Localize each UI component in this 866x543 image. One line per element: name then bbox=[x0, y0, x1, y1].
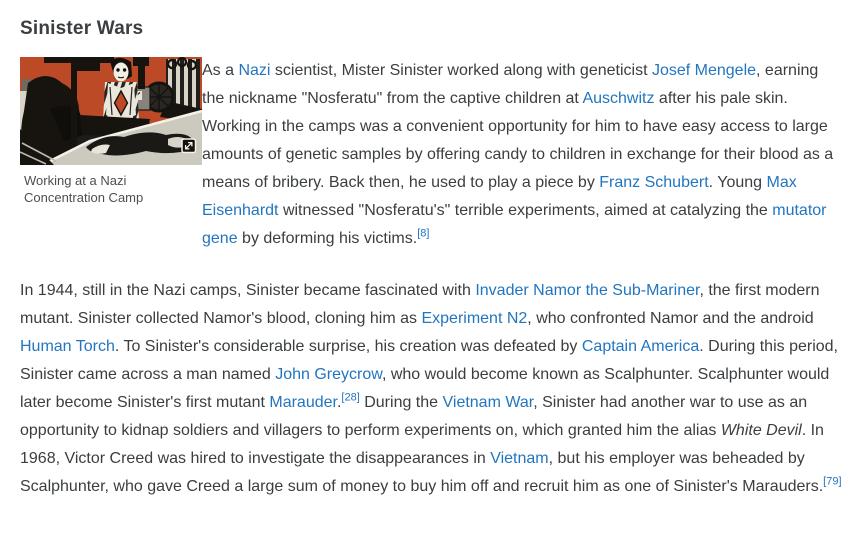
comic-panel-illustration bbox=[20, 57, 202, 165]
text-run: , who confronted Namor and the android bbox=[527, 310, 814, 327]
text-run: . In 1968, Victor Creed was hired to investigate the disappearances in bbox=[20, 422, 824, 467]
paragraph-2 bbox=[20, 277, 850, 501]
text-run: . Young bbox=[708, 174, 767, 191]
reference-79[interactable]: [79] bbox=[823, 475, 842, 488]
paragraph-1 bbox=[202, 57, 834, 253]
text-run: , Sinister had another war to use as an opportunity to kidnap soldiers and villagers to perform experiments on, which granted him the alias bbox=[20, 394, 808, 439]
link-auschwitz[interactable]: Auschwitz bbox=[582, 90, 655, 107]
link-franz-schubert[interactable]: Franz Schubert bbox=[599, 174, 709, 191]
text-white-devil: White Devil bbox=[720, 422, 802, 439]
link-john-greycrow[interactable]: John Greycrow bbox=[275, 366, 382, 383]
text-run: . To Sinister's considerable surprise, his creation was defeated by bbox=[114, 338, 582, 355]
link-max-eisenhardt[interactable]: Max Eisenhardt bbox=[202, 174, 797, 219]
reference-sup bbox=[417, 228, 429, 240]
link-marauder[interactable]: Marauder bbox=[269, 394, 337, 411]
text-run: witnessed "Nosferatu's" terrible experiments, aimed at catalyzing the bbox=[278, 202, 773, 219]
figure-image[interactable] bbox=[20, 57, 202, 165]
text-run: by deforming his victims. bbox=[237, 230, 418, 247]
link-vietnam-war[interactable]: Vietnam War bbox=[442, 394, 534, 411]
thumbnail-figure bbox=[20, 57, 202, 206]
reference-28[interactable]: [28] bbox=[341, 391, 360, 404]
text-run: During the bbox=[359, 394, 443, 411]
link-invader-namor-the-sub-mariner[interactable]: Invader Namor the Sub-Mariner bbox=[475, 282, 700, 299]
section-top-row bbox=[20, 57, 850, 253]
link-experiment-n2[interactable]: Experiment N2 bbox=[421, 310, 528, 327]
figure-caption: Working at a Nazi Concentration Camp bbox=[24, 173, 144, 205]
text-run: , the first modern mutant. Sinister collected Namor's blood, cloning him as bbox=[20, 282, 820, 327]
text-run: , who would become known as Scalphunter. Scalphunter would later become Sinister's first mutant bbox=[20, 366, 830, 411]
link-josef-mengele[interactable]: Josef Mengele bbox=[651, 62, 757, 79]
text-run: In 1944, still in the Nazi camps, Sinister became fascinated with bbox=[20, 282, 476, 299]
link-captain-america[interactable]: Captain America bbox=[581, 338, 700, 355]
text-run: , but his employer was beheaded by Scalphunter, who gave Creed a large sum of money to buy him off and recruit him as one of Sinister's Marauders. bbox=[20, 450, 824, 495]
reference-8[interactable]: [8] bbox=[417, 227, 430, 240]
text-run: . bbox=[336, 394, 342, 411]
link-vietnam[interactable]: Vietnam bbox=[490, 450, 549, 467]
expand-icon[interactable] bbox=[182, 139, 196, 153]
text-run: . During this period, Sinister came across a man named bbox=[20, 338, 838, 383]
reference-sup bbox=[341, 392, 359, 404]
link-nazi[interactable]: Nazi bbox=[238, 62, 271, 79]
text-run: As a bbox=[202, 62, 239, 79]
link-human-torch[interactable]: Human Torch bbox=[20, 338, 115, 355]
text-run: , earning the nickname "Nosferatu" from the captive children at bbox=[202, 62, 819, 107]
section-heading: Sinister Wars bbox=[20, 18, 144, 39]
reference-sup bbox=[823, 476, 841, 488]
link-mutator-gene[interactable]: mutator gene bbox=[202, 202, 827, 247]
text-run: scientist, Mister Sinister worked along with geneticist bbox=[270, 62, 652, 79]
text-run: after his pale skin. Working in the camps was a convenient opportunity for him to have easy access to large amounts of genetic samples by offering candy to children in exchange for their blood as a means of bribery. Back then, he used to play a piece by bbox=[202, 90, 834, 191]
